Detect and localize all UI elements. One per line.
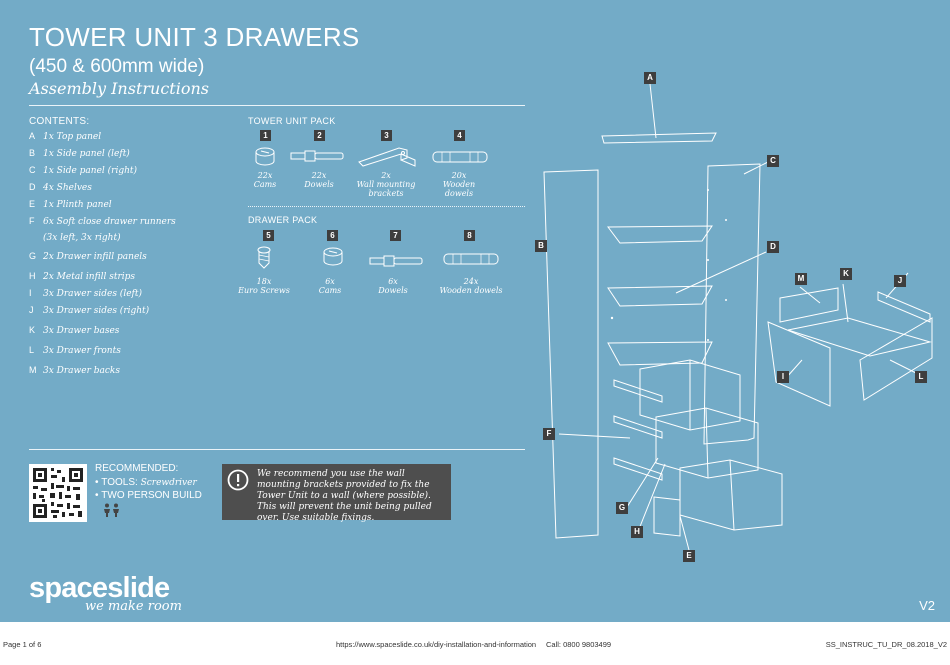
top-panel-shape (602, 133, 716, 143)
contents-item-continued (43, 232, 121, 243)
part-name: Cams (253, 180, 277, 189)
cam-icon (318, 245, 348, 271)
part-number: 7 (390, 230, 401, 241)
diagram-label-l: L (915, 371, 927, 383)
contents-item (29, 288, 142, 299)
item-text: 3x Drawer bases (43, 326, 120, 336)
warning-box (222, 464, 451, 523)
item-letter: D (29, 182, 36, 192)
contents-item (29, 182, 92, 193)
item-text: 4x Shelves (43, 183, 92, 193)
item-letter: G (29, 251, 37, 261)
part-number: 4 (454, 130, 465, 141)
contents-item (29, 216, 176, 227)
shelf-shape (608, 286, 712, 306)
diagram-label-f: F (543, 428, 555, 440)
doc-code: SS_INSTRUC_TU_DR_08.2018_V2 (825, 640, 947, 649)
part-name: Dowels (304, 180, 334, 189)
diagram-label-k: K (840, 268, 852, 280)
item-letter: E (29, 199, 36, 209)
warning-text: We recommend you use the wall mounting brackets provided to fix the Tower Unit to a wall (where possible). This will prevent the unit being pulled over. Use suitable fixings. (257, 469, 432, 523)
diagram-label-c: C (767, 155, 779, 167)
contents-heading: CONTENTS: (29, 116, 90, 127)
contents-item (29, 165, 137, 176)
part-qty: 20x (451, 171, 467, 180)
two-person-line: • TWO PERSON BUILD (95, 490, 202, 501)
page-title: TOWER UNIT 3 DRAWERS (29, 22, 360, 52)
part-number: 3 (381, 130, 392, 141)
side-panel-right-shape (704, 164, 760, 444)
item-letter: I (29, 288, 32, 298)
contents-item (29, 325, 119, 336)
diagram-label-e: E (683, 550, 695, 562)
diagram-label-h: H (631, 526, 643, 538)
dowel-icon (368, 253, 426, 269)
tools-value: Screwdriver (140, 478, 197, 488)
part-number: 5 (263, 230, 274, 241)
recommended-heading: RECOMMENDED: (95, 463, 179, 474)
page-number: Page 1 of 6 (3, 640, 42, 649)
part-qty: 24x (463, 277, 479, 286)
two-person-text: TWO PERSON BUILD (101, 490, 202, 501)
contents-item (29, 148, 130, 159)
part-number: 8 (464, 230, 475, 241)
item-text: 3x Drawer fronts (43, 346, 121, 356)
item-text: 6x Soft close drawer runners (43, 217, 176, 227)
part-name: Dowels (378, 286, 408, 295)
drawer-front-shape (860, 318, 932, 400)
drawer-pack-heading: DRAWER PACK (248, 215, 318, 225)
footer-phone: Call: 0800 9803499 (546, 640, 612, 649)
version-label: V2 (919, 598, 935, 613)
diagram-label-b: B (535, 240, 547, 252)
part-qty: 22x (311, 171, 327, 180)
item-text: 1x Plinth panel (43, 200, 112, 210)
side-panel-left-shape (544, 170, 598, 538)
part-name-line2: brackets (368, 189, 404, 198)
contents-item (29, 365, 120, 376)
item-text: 1x Top panel (43, 132, 102, 142)
part-qty: 2x (381, 171, 391, 180)
item-letter: M (29, 365, 37, 375)
item-letter: K (29, 325, 36, 335)
item-letter: A (29, 131, 36, 141)
contents-item (29, 251, 147, 262)
item-text: 2x Drawer infill panels (43, 252, 147, 262)
part-name: Wall mounting (356, 180, 416, 189)
two-person-icon (102, 503, 122, 518)
item-text: 3x Drawer backs (43, 366, 120, 376)
part-number: 1 (260, 130, 271, 141)
part-qty: 6x (388, 277, 398, 286)
diagram-label-d: D (767, 241, 779, 253)
diagram-label-m: M (795, 273, 807, 285)
brand-logo: spaceslide (29, 572, 170, 604)
drawer-side-right-shape (878, 292, 930, 322)
wooden-dowel-icon (441, 251, 501, 267)
part-name-line2: dowels (444, 189, 474, 198)
exclamation-icon (227, 469, 249, 491)
tools-label: TOOLS: (101, 477, 138, 488)
item-text: 3x Drawer sides (left) (43, 289, 142, 299)
item-letter: J (29, 305, 34, 315)
part-name: Wooden dowels (439, 286, 503, 295)
tools-line: • TOOLS: Screwdriver (95, 477, 197, 488)
item-letter: H (29, 271, 36, 281)
contents-item (29, 305, 149, 316)
drawer-back-shape (780, 288, 838, 322)
cam-icon (250, 145, 280, 169)
item-letter: L (29, 345, 35, 355)
item-text: 2x Metal infill strips (43, 272, 136, 282)
part-qty: 22x (257, 171, 273, 180)
divider-top (29, 105, 525, 106)
dowel-icon (289, 148, 347, 164)
wooden-dowel-icon (430, 149, 490, 165)
diagram-label-a: A (644, 72, 656, 84)
item-letter: F (29, 216, 35, 226)
item-text: 1x Side panel (left) (43, 149, 130, 159)
part-qty: 18x (256, 277, 272, 286)
part-qty: 6x (325, 277, 335, 286)
item-text: 3x Drawer sides (right) (43, 306, 150, 316)
screw-icon (256, 246, 272, 270)
part-name: Cams (318, 286, 342, 295)
assembly-diagram (530, 60, 950, 580)
bracket-icon (355, 142, 421, 168)
part-name: Euro Screws (238, 286, 290, 295)
contents-item (29, 271, 135, 282)
item-text: 1x Side panel (right) (43, 166, 138, 176)
part-number: 2 (314, 130, 325, 141)
item-text: (3x left, 3x right) (43, 233, 121, 243)
drawer-base-shape (788, 318, 930, 356)
diagram-label-g: G (616, 502, 628, 514)
item-letter: C (29, 165, 36, 175)
footer-url[interactable]: https://www.spaceslide.co.uk/diy-installation-and-information (336, 640, 537, 649)
contents-item (29, 199, 112, 210)
page-subtitle: (450 & 600mm wide) (29, 56, 205, 77)
brand-tagline: we make room (85, 599, 182, 614)
diagram-label-j: J (894, 275, 906, 287)
diagram-label-i: I (777, 371, 789, 383)
plinth-shape (654, 497, 680, 536)
item-letter: B (29, 148, 36, 158)
qr-code (29, 464, 87, 522)
part-name: Wooden (442, 180, 476, 189)
tower-pack-heading: TOWER UNIT PACK (248, 116, 336, 126)
doc-type: Assembly Instructions (29, 79, 209, 98)
part-number: 6 (327, 230, 338, 241)
contents-item (29, 131, 101, 142)
pack-divider (248, 206, 525, 207)
divider-bottom (29, 449, 525, 450)
contents-item (29, 345, 121, 356)
shelf-shape (608, 226, 712, 243)
